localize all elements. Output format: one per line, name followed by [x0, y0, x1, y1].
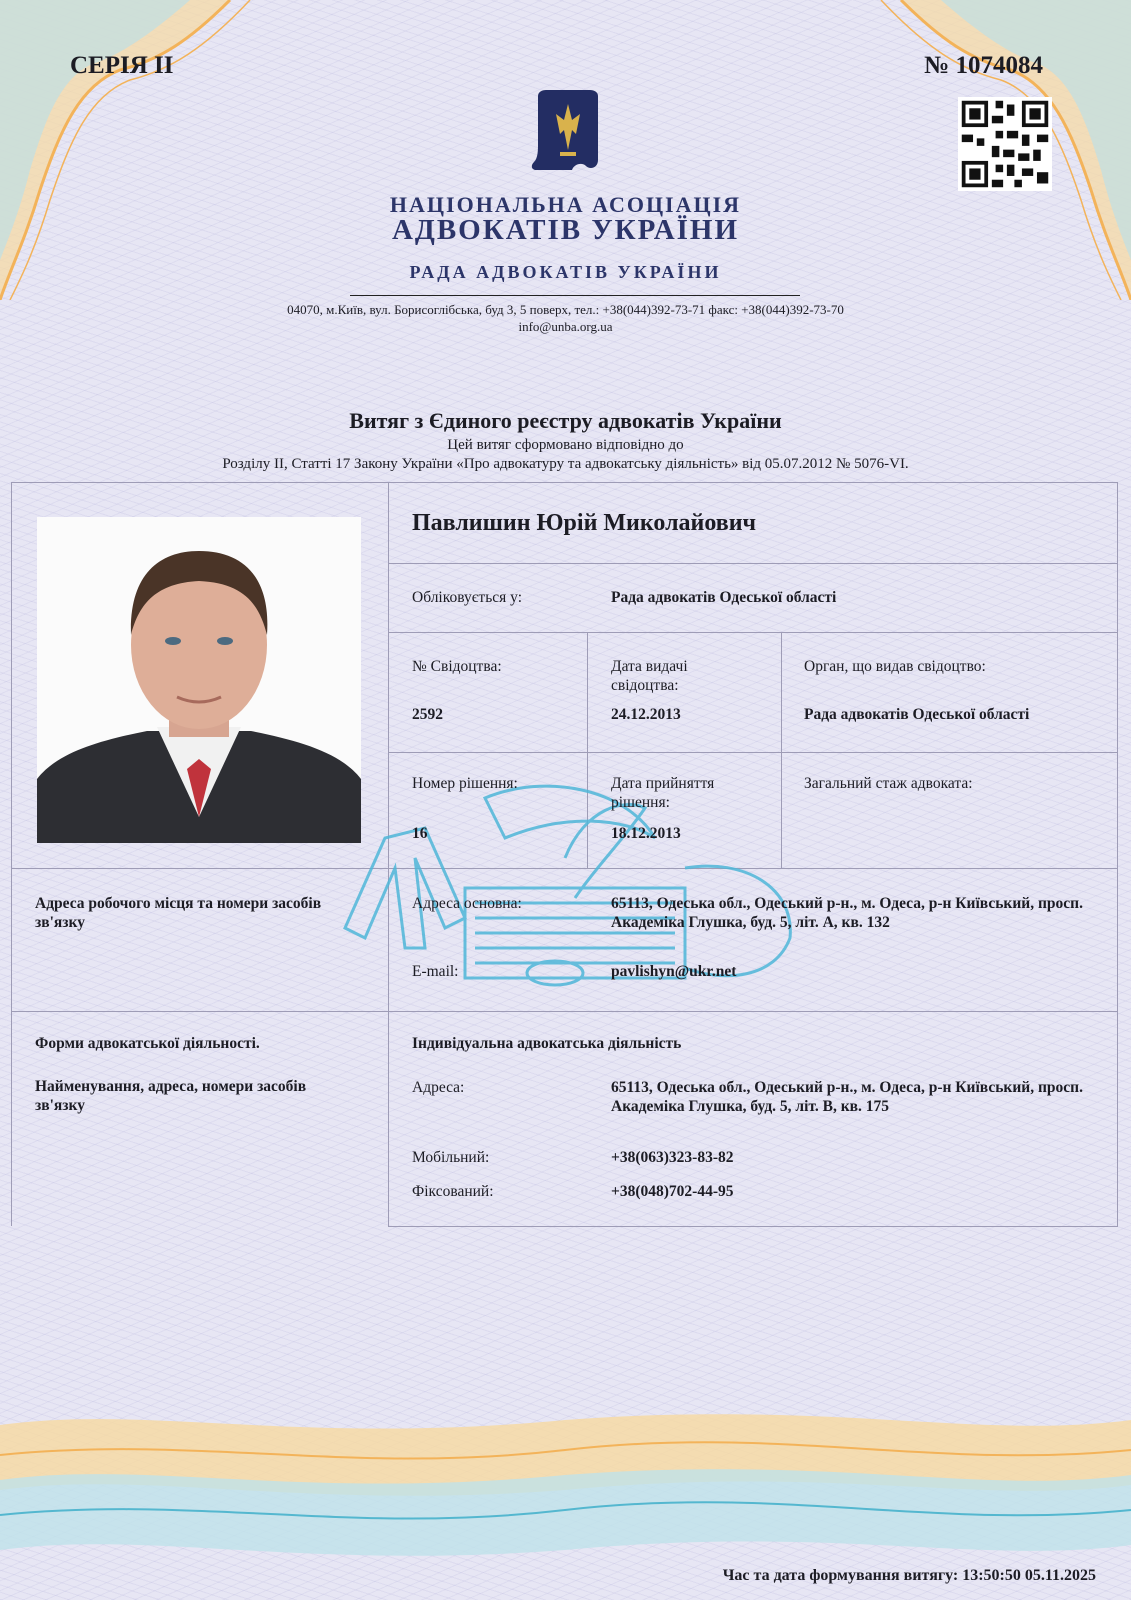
org-name-line1: НАЦІОНАЛЬНА АСОЦІАЦІЯ: [389, 192, 742, 217]
document-title: Витяг з Єдиного реєстру адвокатів України: [349, 408, 782, 433]
table-border-top: [11, 482, 1118, 483]
table-divider: [388, 563, 1118, 564]
registered-value: Рада адвокатів Одеської області: [611, 589, 837, 606]
workplace-address-value: 65113, Одеська обл., Одеський р-н., м. Одеса, р-н Київський, просп. Академіка Глушка, буд. 5, літ. А, кв. 132: [611, 895, 1083, 931]
certificate-number-label: № Свідоцтва:: [412, 658, 502, 675]
org-email: info@unba.org.ua: [518, 319, 613, 334]
practice-mobile-label: Мобільний:: [412, 1149, 490, 1166]
practice-fixed-value: +38(048)702-44-95: [611, 1183, 734, 1200]
table-border-left: [11, 482, 12, 1226]
series-label: СЕРІЯ ІІ: [70, 52, 174, 79]
decision-date-value: 18.12.2013: [611, 825, 681, 842]
org-address: 04070, м.Київ, вул. Борисоглібська, буд 3, 5 поверх, тел.: +38(044)392-73-71 факс: +38(044)392-73-70: [287, 302, 844, 317]
issuer-label: Орган, що видав свідоцтво:: [804, 658, 986, 675]
org-divider: [350, 295, 800, 296]
workplace-email-label: E-mail:: [412, 963, 459, 980]
table-divider: [388, 632, 1118, 633]
practice-address-label: Адреса:: [412, 1079, 465, 1096]
guilloche-corner-left: [0, 0, 290, 300]
registered-label: Обліковується у:: [412, 589, 522, 606]
issuer-value: Рада адвокатів Одеської області: [804, 706, 1030, 723]
certificate-number-value: 2592: [412, 706, 443, 723]
workplace-email-value: pavlishyn@ukr.net: [611, 963, 737, 980]
org-name-line2: АДВОКАТІВ УКРАЇНИ: [391, 214, 740, 246]
experience-label: Загальний стаж адвоката:: [804, 775, 973, 792]
practice-section-label2: Найменування, адреса, номери засобів зв'язку: [35, 1078, 307, 1114]
decision-date-label: Дата прийняття рішення:: [611, 775, 715, 811]
workplace-section-label: Адреса робочого місця та номери засобів зв'язку: [35, 895, 322, 931]
table-border-bottom: [388, 1226, 1118, 1227]
unba-logo-icon: [528, 90, 600, 174]
table-divider: [11, 1011, 1118, 1012]
table-divider: [388, 752, 1118, 753]
portrait-silhouette: [37, 517, 361, 843]
lawyer-full-name: Павлишин Юрій Миколайович: [412, 510, 757, 536]
practice-form-value: Індивідуальна адвокатська діяльність: [412, 1035, 682, 1052]
generation-timestamp: Час та дата формування витягу: 13:50:50 05.11.2025: [722, 1567, 1096, 1584]
decision-number-label: Номер рішення:: [412, 775, 518, 792]
practice-mobile-value: +38(063)323-83-82: [611, 1149, 734, 1166]
issue-date-value: 24.12.2013: [611, 706, 681, 723]
document-subtitle-line2: Розділу ІІ, Статті 17 Закону України «Про адвокатуру та адвокатську діяльність» від 05.07.2012 № 5076-VI.: [222, 456, 909, 472]
practice-address-value: 65113, Одеська обл., Одеський р-н., м. Одеса, р-н Київський, просп. Академіка Глушка, буд. 5, літ. В, кв. 175: [611, 1079, 1083, 1115]
decision-number-value: 16: [412, 825, 428, 842]
workplace-address-label: Адреса основна:: [412, 895, 522, 912]
table-border-right: [1117, 482, 1118, 1226]
issue-date-label: Дата видачі свідоцтва:: [611, 658, 688, 694]
document-subtitle-line1: Цей витяг сформовано відповідно до: [447, 437, 684, 453]
org-name-line3: РАДА АДВОКАТІВ УКРАЇНИ: [409, 262, 722, 282]
document-number: № 1074084: [924, 52, 1043, 79]
qr-code-icon: [958, 97, 1052, 191]
practice-fixed-label: Фіксований:: [412, 1183, 494, 1200]
practice-section-label1: Форми адвокатської діяльності.: [35, 1035, 260, 1052]
lawyer-photo: [37, 517, 361, 843]
